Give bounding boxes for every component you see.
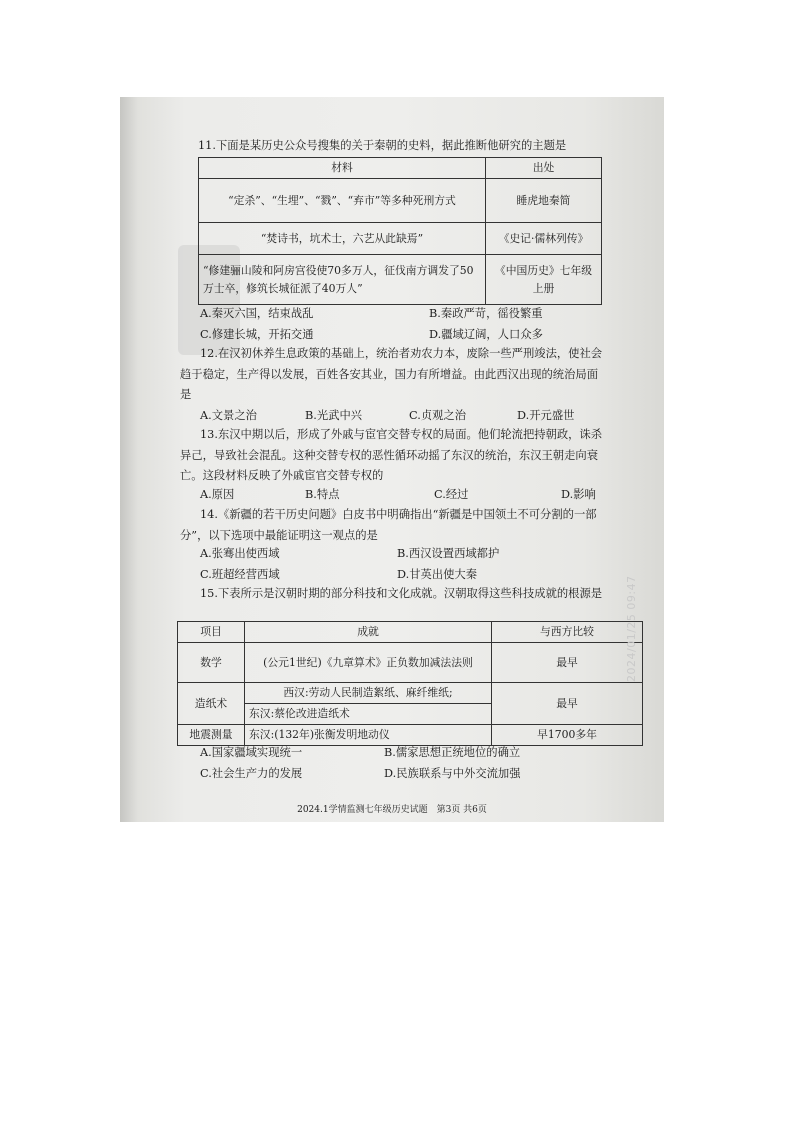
- cell-source: 《中国历史》七年级上册: [486, 255, 602, 305]
- header-item: 项目: [178, 622, 245, 643]
- cell-achievement: 西汉:劳动人民制造絮纸、麻纤维纸;: [245, 683, 492, 704]
- cell-source: 睡虎地秦简: [486, 179, 602, 223]
- option-b: B.特点: [305, 488, 340, 501]
- page-shadow: [120, 97, 138, 822]
- header-achievement: 成就: [245, 622, 492, 643]
- table-row: [199, 179, 602, 223]
- option-c: C.班超经营西域: [200, 568, 280, 581]
- option-d: D.开元盛世: [517, 409, 575, 422]
- cell-item: 数学: [178, 643, 245, 683]
- table-row: [178, 683, 643, 704]
- question-11-stem: 11.下面是某历史公众号搜集的关于秦朝的史料，据此推断他研究的主题是: [198, 139, 567, 152]
- table-header-row: [178, 622, 643, 643]
- option-d: D.疆域辽阔，人口众多: [429, 328, 543, 341]
- cell-compare: 最早: [492, 683, 643, 725]
- option-d: D.影响: [561, 488, 596, 501]
- header-source: 出处: [486, 158, 602, 179]
- cell-source: 《史记·儒林列传》: [486, 223, 602, 255]
- table-row: [178, 725, 643, 746]
- question-14-stem: 14.《新疆的若干历史问题》白皮书中明确指出“新疆是中国领土不可分割的一部分”，以下选项中最能证明这一观点的是: [180, 508, 597, 542]
- cell-achievement: 东汉:蔡伦改进造纸术: [245, 704, 492, 725]
- cell-compare: 最早: [492, 643, 643, 683]
- cell-item: 地震测量: [178, 725, 245, 746]
- option-c: C.贞观之治: [409, 409, 467, 422]
- option-c: C.经过: [434, 488, 469, 501]
- cell-material: “定杀”、“生埋”、“戮”、“弃市”等多种死刑方式: [199, 179, 486, 223]
- photo-timestamp: 2024/01/25 09:47: [625, 575, 638, 682]
- page-footer: 2024.1学情监测七年级历史试题 第3页 共6页: [297, 805, 487, 815]
- option-b: B.儒家思想正统地位的确立: [384, 746, 521, 759]
- table-header-row: [199, 158, 602, 179]
- cell-material: “修建骊山陵和阿房宫役使70多万人，征伐南方调发了50万士卒，修筑长城征派了40万人”: [199, 255, 486, 305]
- option-b: B.秦政严苛，徭役繁重: [429, 307, 543, 320]
- question-13-stem: 13.东汉中期以后，形成了外戚与宦官交替专权的局面。他们轮流把持朝政，诛杀异己，导致社会混乱。这种交替专权的恶性循环动摇了东汉的统治，东汉王朝走向衰亡。这段材料反映了外戚宦官交替专权的: [180, 428, 603, 482]
- cell-achievement: (公元1世纪)《九章算术》正负数加减法法则: [245, 643, 492, 683]
- option-a: A.原因: [200, 488, 235, 501]
- question-15-stem: 15.下表所示是汉朝时期的部分科技和文化成就。汉朝取得这些科技成就的根源是: [200, 587, 603, 600]
- option-a: A.秦灭六国，结束战乱: [200, 307, 314, 320]
- table-row: [178, 643, 643, 683]
- option-b: B.西汉设置西域都护: [397, 547, 500, 560]
- header-material: 材料: [199, 158, 486, 179]
- cell-compare: 早1700多年: [492, 725, 643, 746]
- option-a: A.文景之治: [200, 409, 257, 422]
- option-a: A.张骞出使西域: [200, 547, 280, 560]
- exam-photo: [120, 97, 664, 822]
- option-a: A.国家疆域实现统一: [200, 746, 303, 759]
- option-d: D.甘英出使大秦: [397, 568, 478, 581]
- cell-item: 造纸术: [178, 683, 245, 725]
- cell-material: “焚诗书，坑术士，六艺从此缺焉”: [199, 223, 486, 255]
- option-d: D.民族联系与中外交流加强: [384, 767, 521, 780]
- option-c: C.社会生产力的发展: [200, 767, 303, 780]
- option-c: C.修建长城，开拓交通: [200, 328, 314, 341]
- exam-paper: [120, 97, 664, 822]
- table-row: [199, 223, 602, 255]
- table-row: [199, 255, 602, 305]
- cell-achievement: 东汉:(132年)张衡发明地动仪: [245, 725, 492, 746]
- header-compare: 与西方比较: [492, 622, 643, 643]
- option-b: B.光武中兴: [305, 409, 363, 422]
- question-11-table: [198, 157, 602, 305]
- question-15-table: [177, 621, 643, 746]
- question-12-stem: 12.在汉初休养生息政策的基础上，统治者劝农力本，废除一些严刑竣法，使社会趋于稳定，生产得以发展，百姓各安其业，国力有所增益。由此西汉出现的统治局面是: [180, 347, 603, 401]
